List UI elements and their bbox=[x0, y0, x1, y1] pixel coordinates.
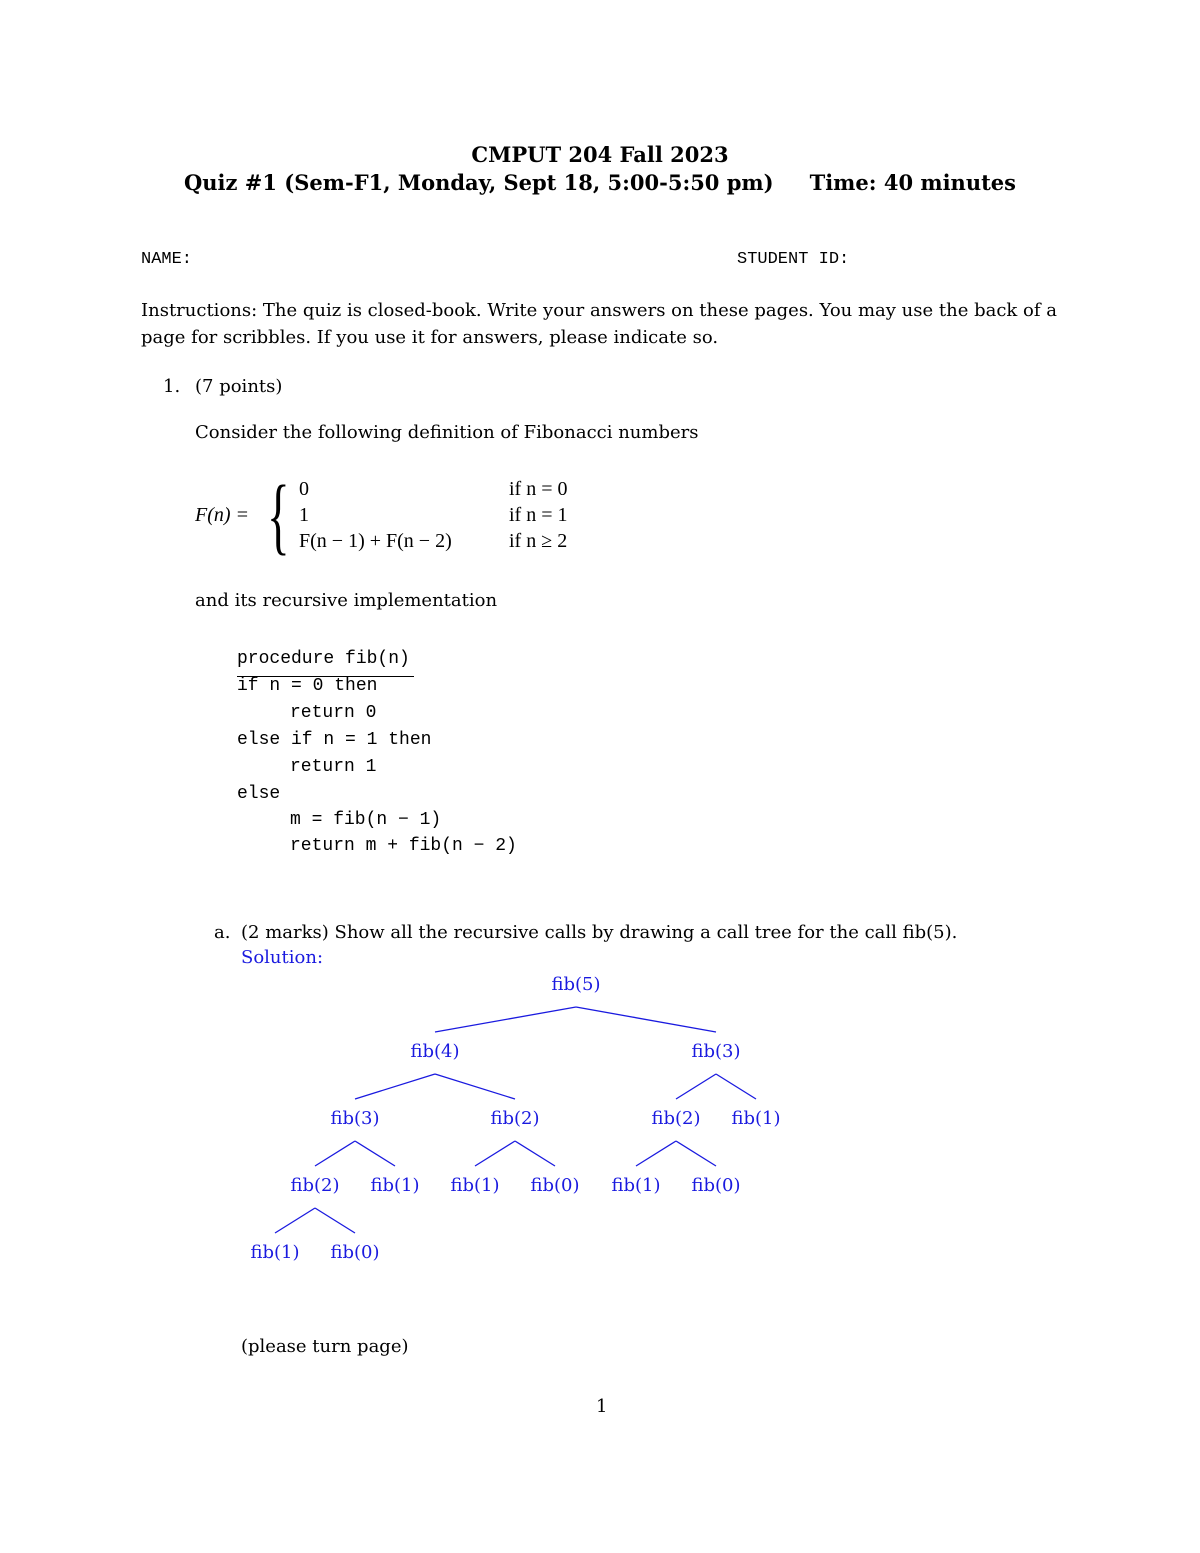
tree-node-fib1: fib(1) bbox=[611, 1175, 661, 1196]
name-label: NAME: bbox=[141, 250, 193, 269]
edge-fib4-fib2 bbox=[435, 1074, 515, 1099]
tree-node-fib1: fib(1) bbox=[370, 1175, 420, 1196]
tree-node-fib5: fib(5) bbox=[551, 974, 601, 995]
edge-fib3l-fib1 bbox=[355, 1141, 395, 1166]
edge-fib2ll-fib0 bbox=[315, 1208, 355, 1233]
part-a-text: (2 marks) Show all the recursive calls by drawing a call tree for the call fib(5). bbox=[241, 922, 958, 943]
edge-fib5-fib4 bbox=[435, 1007, 576, 1032]
implementation-intro: and its recursive implementation bbox=[195, 590, 498, 611]
case-value-1: 1 bbox=[299, 504, 309, 526]
case-value-2: F(n − 1) + F(n − 2) bbox=[299, 530, 452, 552]
fib-definition-lhs: F(n) = bbox=[195, 504, 250, 526]
code-header: procedure fib(n) bbox=[237, 649, 410, 669]
code-line-3: else if n = 1 then bbox=[237, 730, 432, 750]
tree-node-fib1: fib(1) bbox=[250, 1242, 300, 1263]
tree-node-fib0: fib(0) bbox=[330, 1242, 380, 1263]
question-number: 1. bbox=[163, 376, 181, 397]
tree-node-fib1: fib(1) bbox=[731, 1108, 781, 1129]
code-line-5: else bbox=[237, 784, 281, 804]
tree-node-fib0: fib(0) bbox=[530, 1175, 580, 1196]
code-line-1: if n = 0 then bbox=[237, 676, 378, 696]
edge-fib2r-fib0 bbox=[676, 1141, 716, 1166]
case-value-0: 0 bbox=[299, 478, 309, 500]
case-condition-2: if n ≥ 2 bbox=[509, 530, 568, 552]
case-condition-1: if n = 1 bbox=[509, 504, 568, 526]
edge-fib3-fib2 bbox=[676, 1074, 716, 1099]
edge-fib2ll-fib1 bbox=[275, 1208, 315, 1233]
edge-fib2m-fib0 bbox=[515, 1141, 555, 1166]
code-line-2: return 0 bbox=[290, 703, 377, 723]
page-number: 1 bbox=[596, 1396, 608, 1417]
tree-node-fib3-right: fib(3) bbox=[691, 1041, 741, 1062]
left-brace: { bbox=[267, 467, 290, 563]
tree-node-fib1: fib(1) bbox=[450, 1175, 500, 1196]
tree-node-fib3-left: fib(3) bbox=[330, 1108, 380, 1129]
quiz-info: Quiz #1 (Sem-F1, Monday, Sept 18, 5:00-5:50 pm) bbox=[184, 170, 774, 195]
tree-node-fib2: fib(2) bbox=[290, 1175, 340, 1196]
quiz-time: Time: 40 minutes bbox=[809, 170, 1016, 195]
tree-node-fib2: fib(2) bbox=[651, 1108, 701, 1129]
question-points: (7 points) bbox=[195, 376, 283, 397]
student-id-label: STUDENT ID: bbox=[737, 250, 850, 269]
code-line-4: return 1 bbox=[290, 757, 377, 777]
tree-node-fib4: fib(4) bbox=[410, 1041, 460, 1062]
tree-node-fib0: fib(0) bbox=[691, 1175, 741, 1196]
edge-fib5-fib3 bbox=[576, 1007, 716, 1032]
question-intro: Consider the following definition of Fibonacci numbers bbox=[195, 422, 699, 443]
solution-label: Solution: bbox=[241, 947, 324, 968]
part-a-label: a. bbox=[214, 922, 231, 943]
edge-fib3-fib1 bbox=[716, 1074, 756, 1099]
edge-fib2m-fib1 bbox=[475, 1141, 515, 1166]
tree-node-fib2: fib(2) bbox=[490, 1108, 540, 1129]
code-line-6: m = fib(n − 1) bbox=[290, 810, 442, 830]
instructions: Instructions: The quiz is closed-book. Write your answers on these pages. You may use the back of a page for scribbles. If you use it for answers, please indicate so. bbox=[141, 300, 1057, 348]
case-condition-0: if n = 0 bbox=[509, 478, 568, 500]
course-title: CMPUT 204 Fall 2023 bbox=[471, 142, 729, 167]
turn-page-note: (please turn page) bbox=[241, 1336, 409, 1357]
edge-fib3l-fib2 bbox=[315, 1141, 355, 1166]
code-line-7: return m + fib(n − 2) bbox=[290, 836, 517, 856]
edge-fib4-fib3 bbox=[355, 1074, 435, 1099]
edge-fib2r-fib1 bbox=[636, 1141, 676, 1166]
